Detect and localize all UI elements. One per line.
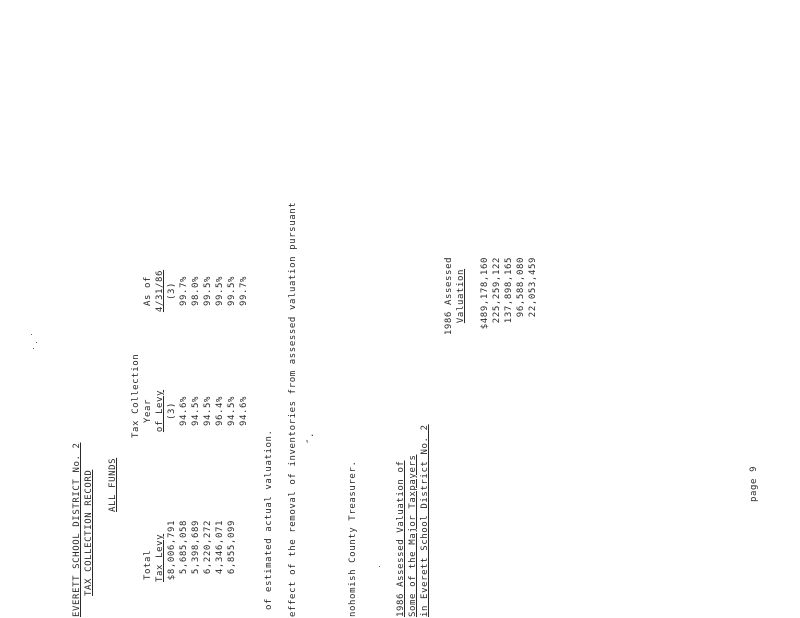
valuation-cell: 96,588,080 bbox=[516, 257, 526, 318]
note-line-2: effect of the removal of inventories from assessed valuation pursuant bbox=[288, 201, 298, 617]
valuation-cell: $489,178,160 bbox=[480, 257, 490, 330]
levy-cell: 5,398,689 bbox=[191, 520, 201, 575]
note-mark: (3) bbox=[167, 401, 177, 421]
asof-cell: 99.5% bbox=[227, 275, 237, 307]
scan-speck bbox=[36, 342, 37, 343]
asof-cell: 99.5% bbox=[203, 275, 213, 307]
note-mark: (3) bbox=[167, 281, 177, 301]
year-cell: 94.5% bbox=[191, 395, 201, 427]
valuation-cell: 22,053,459 bbox=[528, 257, 538, 318]
col-year-line1: Year bbox=[143, 398, 153, 424]
note-line-1: of estimated actual valuation. bbox=[264, 429, 274, 610]
taxpayers-title-line3: in Everett School District No. 2 bbox=[420, 424, 430, 617]
col-year-line2: of Levy bbox=[155, 389, 165, 433]
year-cell: 96.4% bbox=[215, 395, 225, 427]
scan-speck bbox=[379, 566, 380, 567]
note-line-3: nohomish County Treasurer. bbox=[348, 460, 358, 617]
year-cell: 94.5% bbox=[227, 395, 237, 427]
page-number: page 9 bbox=[749, 465, 759, 502]
year-cell: 94.5% bbox=[203, 395, 213, 427]
asof-cell: 99.5% bbox=[215, 275, 225, 307]
taxpayers-title-line2: Some of the Major Taxpayers bbox=[408, 454, 418, 617]
col-asof-line2: 4/31/86 bbox=[155, 269, 165, 313]
funds-title: ALL FUNDS bbox=[108, 457, 118, 512]
valuation-cell: 137,898,165 bbox=[504, 257, 514, 324]
record-title: TAX COLLECTION RECORD bbox=[84, 469, 94, 596]
levy-cell: 4,346,071 bbox=[215, 520, 225, 575]
taxpayers-title-line1: 1986 Assessed Valuation of bbox=[396, 460, 406, 617]
scan-speck bbox=[31, 334, 32, 335]
valuation-cell: 225,259,122 bbox=[492, 257, 502, 324]
asof-cell: 99.7% bbox=[179, 275, 189, 307]
col-asof-line1: As of bbox=[143, 275, 153, 307]
levy-cell: 5,685,058 bbox=[179, 520, 189, 575]
year-cell: 94.6% bbox=[239, 395, 249, 427]
col-assessed-line2: Valuation bbox=[456, 268, 466, 324]
levy-cell: $8,006,791 bbox=[167, 520, 177, 581]
levy-cell: 6,220,272 bbox=[203, 520, 213, 575]
col-total-line1: Total bbox=[143, 549, 153, 580]
asof-cell: 98.0% bbox=[191, 275, 201, 307]
year-cell: 94.6% bbox=[179, 395, 189, 427]
note-line-2-tail: ″. bbox=[306, 431, 316, 444]
scan-speck bbox=[33, 348, 34, 349]
district-title: EVERETT SCHOOL DISTRICT No. 2 bbox=[72, 442, 82, 617]
asof-cell: 99.7% bbox=[239, 275, 249, 307]
levy-cell: 6,855,099 bbox=[227, 520, 237, 575]
col-total-line2: Tax Levy bbox=[155, 533, 165, 582]
col-assessed-line1: 1986 Assessed bbox=[444, 256, 454, 336]
col-group-tax-collection: Tax Collection bbox=[131, 353, 141, 438]
